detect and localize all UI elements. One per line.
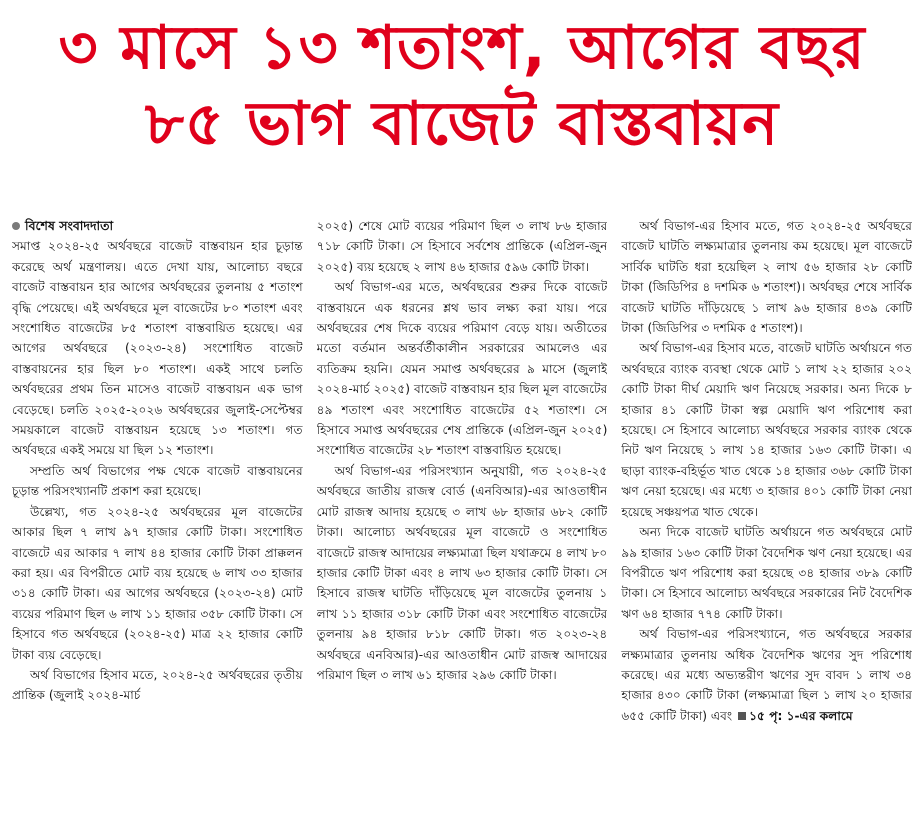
column-2 — [317, 216, 608, 821]
paragraph: উল্লেখ্য, গত ২০২৪-২৫ অর্থবছরের মূল বাজেটের আকার ছিল ৭ লাখ ৯৭ হাজার কোটি টাকা। সংশোধিত বাজেটে এর আকার ৭ লাখ ৪৪ হাজার কোটি টাকা প্রাক্কলন করা হয়। এর বিপরীতে মোট ব্যয় হয়েছে ৬ লাখ ৩৩ হাজার ৩১৪ কোটি টাকা। এর আগের অর্থবছরে (২০২৩-২৪) মোট ব্যয়ের পরিমাণ ছিল ৬ লাখ ১১ হাজার ৩৫৮ কোটি টাকা। সে হিসাবে গত অর্থবছরে (২০২৪-২৫) মাত্র ২২ হাজার কোটি টাকা ব্যয় বেড়েছে। — [12, 504, 303, 662]
bullet-icon — [12, 222, 20, 230]
column-1 — [12, 216, 303, 821]
article-columns — [12, 216, 912, 821]
column-3 — [621, 216, 912, 821]
byline — [12, 216, 303, 236]
paragraph — [621, 624, 912, 726]
square-icon — [738, 712, 746, 720]
paragraph: অর্থ বিভাগ-এর পরিসংখ্যান অনুযায়ী, গত ২০২৪-২৫ অর্থবছরে জাতীয় রাজস্ব বোর্ড (এনবিআর)-এর আওতাধীন মোট রাজস্ব আদায় হয়েছে ৩ লাখ ৬৮ হাজার ৬৮২ কোটি টাকা। আলোচ্য অর্থবছরের মূল বাজেটে ও সংশোধিত বাজেটে রাজস্ব আদায়ের লক্ষ্যমাত্রা ছিল যথাক্রমে ৪ লাখ ৮০ হাজার কোটি টাকা এবং ৪ লাখ ৬৩ হাজার কোটি টাকা। সে হিসাবে রাজস্ব ঘাটতি দাঁড়িয়েছে মূল বাজেটের তুলনায় ১ লাখ ১১ হাজার ৩১৮ কোটি টাকা এবং সংশোধিত বাজেটের তুলনায় ৯৪ হাজার ৮১৮ কোটি টাকা। গত ২০২৩-২৪ অর্থবছরে এনবিআর)-এর আওতাধীন মোট রাজস্ব আদায়ের পরিমাণ ছিল ৩ লাখ ৬১ হাজার ২৯৬ কোটি টাকা। — [316, 463, 608, 682]
paragraph: অর্থ বিভাগ-এর মতে, অর্থবছরের শুরুর দিকে বাজেট বাস্তবায়নে এক ধরনের শ্লথ ভাব লক্ষ্য করা যায়। পরে অর্থবছরের শেষ দিকে ব্যয়ের পরিমাণ বেড়ে যায়। অতীতের মতো বর্তমান অন্তর্বর্তীকালীন সরকারের আমলেও এর ব্যতিক্রম হয়নি। যেমন সমাপ্ত অর্থবছরের ৯ মাসে (জুলাই ২০২৪-মার্চ ২০২৫) বাজেট বাস্তবায়ন হার ছিল মূল বাজেটের ৪৯ শতাংশ এবং সংশোধিত বাজেটের ৫২ শতাংশ। সে হিসাবে সমাপ্ত অর্থবছরের শেষ প্রান্তিকে (এপ্রিল-জুন ২০২৫) সংশোধিত বাজেটের ২৮ শতাংশ বাস্তবায়িত হয়েছে। — [316, 280, 608, 458]
paragraph: অর্থ বিভাগের হিসাব মতে, ২০২৪-২৫ অর্থবছরের তৃতীয় প্রান্তিক (জুলাই ২০২৪-মার্চ — [12, 667, 303, 703]
paragraph: অর্থ বিভাগ-এর হিসাব মতে, বাজেট ঘাটতি অর্থায়নে গত অর্থবছরে ব্যাংক ব্যবস্থা থেকে মোট ১ লাখ ২২ হাজার ২০২ কোটি টাকা দীর্ঘ মেয়াদি ঋণ নিয়েছে সরকার। অন্য দিকে ৮ হাজার ৪১ কোটি টাকা স্বল্প মেয়াদি ঋণ পরিশোধ করা হয়েছে। সে হিসাবে আলোচ্য অর্থবছরে সরকার ব্যাংক থেকে নিট ঋণ নিয়েছে ১ লাখ ১৪ হাজার ১৬৩ কোটি টাকা। এ ছাড়া ব্যাংক-বহির্ভূত খাত থেকে ১৪ হাজার ৩৬৮ কোটি টাকা ঋণ নেয়া হয়েছে। এর মধ্যে ৩ হাজার ৪০১ কোটি টাকা নেয়া হয়েছে সঞ্চয়পত্র খাত থেকে। — [621, 341, 913, 519]
byline-text: বিশেষ সংবাদদাতা — [25, 218, 114, 233]
headline-line-1: ৩ মাসে ১৩ শতাংশ, আগের বছর — [58, 13, 866, 83]
paragraph: সম্প্রতি অর্থ বিভাগের পক্ষ থেকে বাজেট বাস্তবায়নের চূড়ান্ত পরিসংখ্যানটি প্রকাশ করা হয়েছে। — [12, 463, 303, 499]
paragraph-text: অর্থ বিভাগ-এর পরিসংখ্যানে, গত অর্থবছরে সরকার লক্ষ্যমাত্রার তুলনায় অধিক বৈদেশিক ঋণের সুদ পরিশোধ করেছে। এর মধ্যে অভ্যন্তরীণ ঋণের সুদ বাবদ ১ লাখ ৩৪ হাজার ৪৩০ কোটি টাকা (লক্ষ্যমাত্রা ছিল ১ লাখ ২০ হাজার ৬৫৫ কোটি টাকা) এবং — [621, 627, 913, 723]
paragraph: অন্য দিকে বাজেট ঘাটতি অর্থায়নে গত অর্থবছরে মোট ৯৯ হাজার ১৬৩ কোটি টাকা বৈদেশিক ঋণ নেয়া হয়েছে। এর বিপরীতে ঋণ পরিশোধ করা হয়েছে ৩৪ হাজার ৩৮৯ কোটি টাকা। সে হিসাবে আলোচ্য অর্থবছরে সরকারের নিট বৈদেশিক ঋণ ৬৪ হাজার ৭৭৪ কোটি টাকা। — [621, 525, 913, 621]
paragraph: ২০২৫) শেষে মোট ব্যয়ের পরিমাণ ছিল ৩ লাখ ৮৬ হাজার ৭১৮ কোটি টাকা। সে হিসাবে সর্বশেষ প্রান্তিকে (এপ্রিল-জুন ২০২৫) ব্যয় হয়েছে ২ লাখ ৪৬ হাজার ৫৯৬ কোটি টাকা। — [316, 219, 608, 274]
paragraph: অর্থ বিভাগ-এর হিসাব মতে, গত ২০২৪-২৫ অর্থবছরে বাজেট ঘাটতি লক্ষ্যমাত্রার তুলনায় কম হয়েছে। মূল বাজেটে সার্বিক ঘাটতি ধরা হয়েছিল ২ লাখ ৫৬ হাজার ২৮ কোটি টাকা (জিডিপির ৪ দশমিক ৬ শতাংশ)। অর্থবছর শেষে সার্বিক বাজেট ঘাটতি দাঁড়িয়েছে ১ লাখ ৯৬ হাজার ৪৩৯ কোটি টাকা (জিডিপির ৩ দশমিক ৫ শতাংশ)। — [621, 219, 913, 336]
paragraph: সমাপ্ত ২০২৪-২৫ অর্থবছরে বাজেট বাস্তবায়ন হার চূড়ান্ত করেছে অর্থ মন্ত্রণালয়। এতে দেখা যায়, আলোচ্য বছরে বাজেট বাস্তবায়ন হার আগের অর্থবছরের তুলনায় ৫ শতাংশ বৃদ্ধি পেয়েছে। এই অর্থবছরে মূল বাজেটের ৮০ শতাংশ এবং সংশোধিত বাজেটের ৮৫ শতাংশ বাস্তবায়িত হয়েছে। এর আগের অর্থবছরে (২০২৩-২৪) সংশোধিত বাজেট বাস্তবায়নের হার ছিল ৮০ শতাংশ। একই সাথে চলতি অর্থবছরের প্রথম তিন মাসেও বাজেট বাস্তবায়ন এক ভাগ বেড়েছে। চলতি ২০২৫-২০২৬ অর্থবছরের জুলাই-সেপ্টেম্বর সময়কালে বাজেট বাস্তবায়ন হয়েছে ১৩ শতাংশ। গত অর্থবছরে একই সময়ে যা ছিল ১২ শতাংশ। — [12, 239, 303, 458]
continued-notice: ১৫ পৃ: ১-এর কলামে — [749, 708, 853, 723]
headline-line-2: ৮৫ ভাগ বাজেট বাস্তবায়ন — [144, 89, 780, 159]
